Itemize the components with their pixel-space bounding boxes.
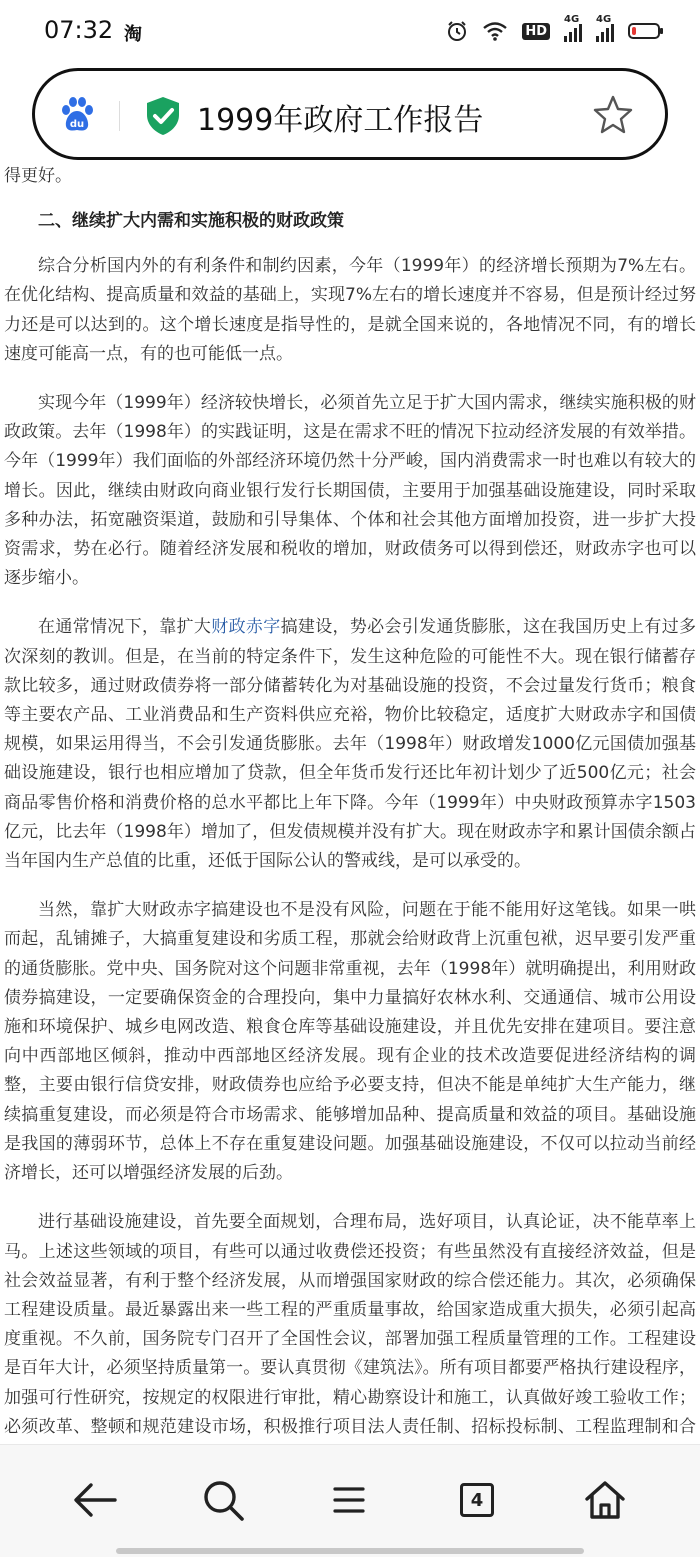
paragraph-fragment: 得更好。 — [4, 166, 72, 186]
bottom-nav — [0, 1444, 700, 1557]
hd-icon: HD — [522, 23, 550, 40]
star-icon[interactable] — [591, 93, 635, 137]
section-heading: 二、继续扩大内需和实施积极的财政政策 — [38, 211, 344, 232]
signal-4g-icon — [564, 14, 582, 42]
paragraph-text: 搞建设，势必会引发通货膨胀，这在我国历史上有过多次深刻的教训。但是，在当前的特定条件下，发生这种危险的可能性不大。现在银行储蓄存款比较多，通过财政债券将一部分储蓄转化为对基础设施的投资，不会过量发行货币；粮食等主要农产品、工业消费品和生产资料供应充裕，物价比较稳定，适度扩大财政赤字和国债规模，如果运用得当，不会引发通货膨胀。去年（1998年）财政增发1000亿元国债加强基础设施建设，银行也相应增加了贷款，但全年货币发行还比年初计划少了近500亿元；社会商品零售价格和消费价格的总水平都比上年下降。今年（1999年）中央财政预算赤字1503亿元，比去年（1998年）增加了，但发债规模并没有扩大。现在财政赤字和累计国债余额占当年国内生产总值的比重，还低于国际公认的警戒线，是可以承受的。 — [4, 617, 697, 872]
baidu-paw-icon[interactable] — [57, 95, 97, 135]
address-divider — [119, 101, 120, 131]
home-indicator[interactable] — [116, 1548, 584, 1554]
menu-button[interactable] — [324, 1475, 374, 1525]
paragraph-text: 在通常情况下，靠扩大 — [38, 617, 212, 638]
fiscal-deficit-link[interactable]: 财政赤字 — [211, 617, 281, 638]
tab-count: 4 — [460, 1483, 494, 1517]
shield-check-icon[interactable] — [143, 95, 183, 137]
wifi-icon — [482, 21, 508, 41]
menu-icon — [332, 1485, 366, 1515]
page-title[interactable]: 1999年政府工作报告 — [197, 103, 484, 138]
address-bar[interactable] — [32, 68, 668, 160]
paragraph: 当然，靠扩大财政赤字搞建设也不是没有风险，问题在于能不能用好这笔钱。如果一哄而起，乱铺摊子，大搞重复建设和劣质工程，那就会给财政背上沉重包袱，迟早要引发严重的通货膨胀。党中央、国务院对这个问题非常重视，去年（1998年）就明确提出，利用财政债券搞建设，一定要确保资金的合理投向，集中力量搞好农林水利、交通通信、城市公用设施和环境保护、城乡电网改造、粮食仓库等基础设施建设，并且优先安排在建项目。要注意向中西部地区倾斜，推动中西部地区经济发展。现有企业的技术改造要促进经济结构的调整，主要由银行信贷安排，财政债券也应给予必要支持，但决不能是单纯扩大生产能力，继续搞重复建设，而必须是符合市场需求、能够增加品种、提高质量和效益的项目。基础设施是我国的薄弱环节，总体上不存在重复建设问题。加强基础设施建设，不仅可以拉动当前经济增长，还可以增强经济发展的后劲。 — [4, 900, 696, 1184]
status-bar — [0, 0, 700, 62]
taobao-notification-icon: 淘 — [124, 24, 142, 45]
battery-low-icon — [628, 23, 660, 39]
back-arrow-icon — [71, 1480, 119, 1520]
signal-4g-icon — [596, 14, 614, 42]
paragraph: 进行基础设施建设，首先要全面规划，合理布局，选好项目，认真论证，决不能草率上马。上述这些领域的项目，有些可以通过收费偿还投资；有些虽然没有直接经济效益，但是社会效益显著，有利于整个经济发展，从而增强国家财政的综合偿还能力。其次，必须确保工程建设质量。最近暴露出来一些工程的严重质量事故，给国家造成重大损失，必须引起高度重视。不久前，国务院专门召开了全国性会议，部署加强工程质量管理的工作。工程建设是百年大计，必须坚持质量第一。要认真贯彻《建筑法》。所有项目都要严格执行建设程序，加强可行性研究，按规定的权限进行审批，精心勘察设计和施工，认真做好竣工验收工作；必须改革、整顿和规范建设市场，积极推行项目法人责任制、招标投标制、工程监理制和合 — [4, 1212, 696, 1437]
signal-label: 4G — [596, 14, 612, 25]
status-icons — [446, 16, 660, 46]
paragraph: 综合分析国内外的有利条件和制约因素，今年（1999年）的经济增长预期为7%左右。在优化结构、提高质量和效益的基础上，实现7%左右的增长速度并不容易，但是预计经过努力还是可以达到的。这个增长速度是指导性的，是就全国来说的，各地情况不同，有的增长速度可能高一点，有的也可能低一点。 — [4, 256, 696, 364]
paragraph — [4, 613, 696, 876]
alarm-icon — [446, 20, 468, 42]
search-icon — [201, 1478, 245, 1522]
signal-label: 4G — [564, 14, 580, 25]
paragraph: 实现今年（1999年）经济较快增长，必须首先立足于扩大国内需求，继续实施积极的财政政策。去年（1998年）的实践证明，这是在需求不旺的情况下拉动经济发展的有效举措。今年（1999年）我们面临的外部经济环境仍然十分严峻，国内消费需求一时也难以有较大的增长。因此，继续由财政向商业银行发行长期国债，主要用于加强基础设施建设，同时采取多种办法，拓宽融资渠道，鼓励和引导集体、个体和社会其他方面增加投资，进一步扩大投资需求，势在必行。随着经济发展和税收的增加，财政债务可以得到偿还，财政赤字也可以逐步缩小。 — [4, 393, 696, 589]
status-time: 07:32 — [44, 16, 114, 44]
tabs-button[interactable] — [452, 1475, 502, 1525]
back-button[interactable] — [70, 1475, 120, 1525]
battery-fill — [632, 27, 636, 35]
article-content[interactable] — [0, 162, 700, 1444]
home-button[interactable] — [580, 1475, 630, 1525]
svg-text:du: du — [69, 119, 85, 130]
search-button[interactable] — [198, 1475, 248, 1525]
home-icon — [583, 1479, 627, 1521]
